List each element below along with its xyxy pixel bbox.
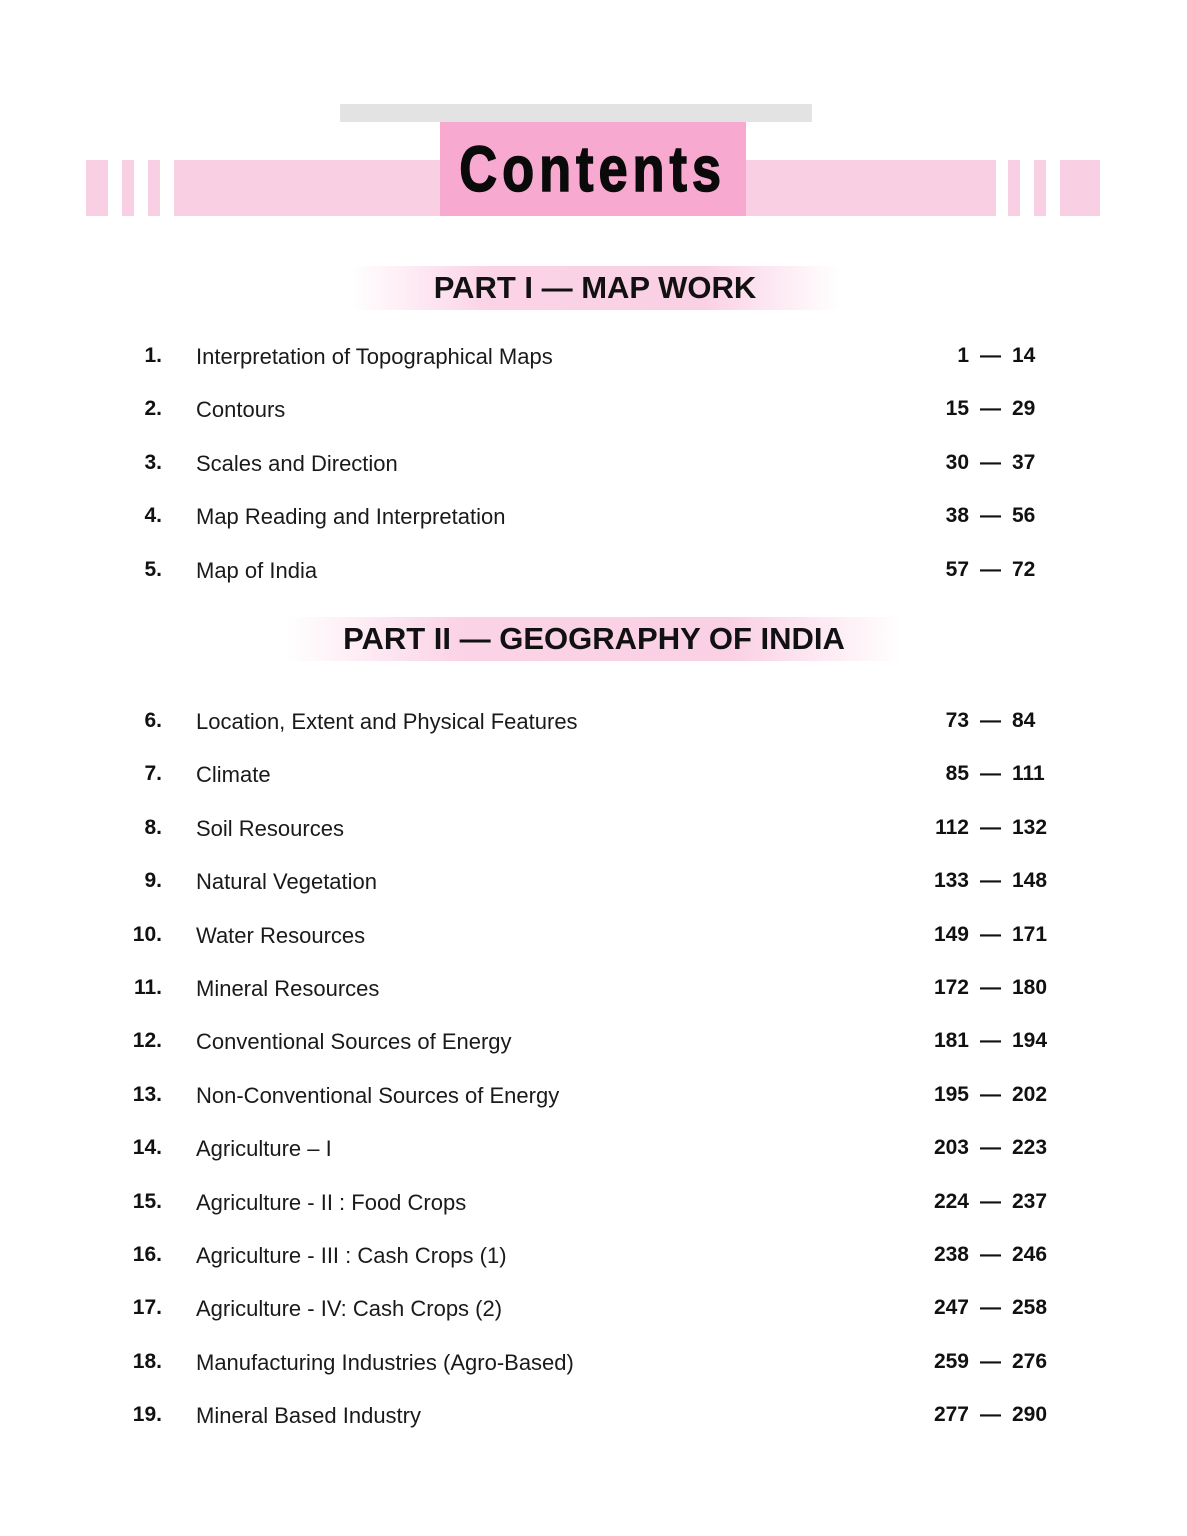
toc-entry	[0, 701, 1187, 741]
page-dash: —	[980, 450, 1001, 474]
entry-number: 2.	[144, 397, 162, 421]
page-end: 29	[1012, 397, 1036, 421]
entry-number: 6.	[144, 709, 162, 732]
page-dash: —	[980, 1082, 1001, 1106]
page-start: 133	[933, 869, 969, 893]
page-start: 15	[945, 397, 969, 421]
entry-title: Mineral Based Industry	[196, 1403, 421, 1429]
toc-entry	[0, 336, 1187, 376]
page-start: 181	[933, 1029, 969, 1053]
page-end: 194	[1012, 1029, 1048, 1053]
entry-number: 7.	[144, 762, 162, 786]
page-dash: —	[980, 1029, 1001, 1053]
part-heading-1	[350, 266, 840, 310]
page-dash: —	[980, 1349, 1001, 1373]
toc-entry	[0, 861, 1187, 901]
page-title: Contents	[459, 133, 727, 205]
page-end: 14	[1012, 344, 1036, 367]
part-heading-text: PART I — MAP WORK	[433, 270, 757, 305]
page-start: 38	[945, 504, 969, 528]
entry-number: 17.	[132, 1296, 162, 1320]
page-end: 290	[1012, 1403, 1048, 1427]
band-stripe	[1008, 160, 1020, 216]
page-start: 247	[933, 1296, 969, 1320]
toc-entry	[0, 1182, 1187, 1222]
band-stripe	[148, 160, 160, 216]
page-dash: —	[980, 1403, 1001, 1427]
entry-number: 18.	[132, 1349, 162, 1373]
page-start: 238	[933, 1243, 969, 1266]
band-stripe	[122, 160, 134, 216]
page-dash: —	[980, 709, 1001, 732]
page-dash: —	[980, 1136, 1001, 1160]
page-dash: —	[980, 815, 1001, 839]
entry-number: 13.	[132, 1082, 162, 1106]
band-stripe	[1034, 160, 1046, 216]
toc-entry	[0, 968, 1187, 1008]
page-dash: —	[980, 344, 1001, 367]
page-end: 111	[1012, 762, 1045, 786]
entry-number: 1.	[144, 344, 162, 367]
toc-entry	[0, 389, 1187, 429]
page-end: 84	[1012, 709, 1036, 732]
page-dash: —	[980, 762, 1001, 786]
page-end: 37	[1012, 450, 1036, 474]
entry-number: 4.	[144, 504, 162, 528]
entry-title: Conventional Sources of Energy	[196, 1029, 512, 1055]
page-start: 85	[945, 762, 969, 786]
entry-title: Map of India	[196, 557, 318, 583]
entry-title: Soil Resources	[196, 815, 344, 841]
page-start: 30	[945, 450, 969, 474]
page-dash: —	[980, 976, 1001, 999]
entry-number: 5.	[144, 557, 162, 581]
entry-title: Agriculture - II : Food Crops	[196, 1189, 467, 1215]
entry-title: Interpretation of Topographical Maps	[196, 344, 553, 369]
toc-entry	[0, 1395, 1187, 1435]
toc-entry	[0, 496, 1187, 536]
page-dash: —	[980, 869, 1001, 893]
page-end: 246	[1012, 1243, 1048, 1266]
entry-number: 12.	[132, 1029, 162, 1053]
page-start: 195	[933, 1082, 969, 1106]
toc-entry	[0, 1288, 1187, 1328]
page-end: 237	[1012, 1189, 1048, 1213]
page-dash: —	[980, 557, 1001, 581]
page-dash: —	[980, 922, 1001, 946]
page-end: 148	[1012, 869, 1048, 893]
entry-title: Location, Extent and Physical Features	[196, 709, 578, 734]
page-dash: —	[980, 504, 1001, 528]
page-start: 172	[933, 976, 969, 999]
page-start: 203	[933, 1136, 969, 1160]
entry-title: Climate	[196, 762, 271, 788]
page-end: 72	[1012, 557, 1036, 581]
entry-title: Manufacturing Industries (Agro-Based)	[196, 1349, 574, 1375]
entry-number: 14.	[132, 1136, 162, 1160]
entry-number: 11.	[133, 976, 162, 999]
entry-title: Natural Vegetation	[196, 869, 378, 895]
toc-entry	[0, 1342, 1187, 1382]
entry-number: 19.	[132, 1403, 162, 1427]
toc-entry	[0, 808, 1187, 848]
entry-title: Mineral Resources	[196, 976, 380, 1001]
page-end: 223	[1012, 1136, 1048, 1160]
contents-title-box	[440, 122, 746, 216]
toc-entry	[0, 443, 1187, 483]
page-end: 56	[1012, 504, 1036, 528]
toc-entry	[0, 1235, 1187, 1275]
page-start: 259	[933, 1349, 969, 1373]
entry-number: 16.	[132, 1243, 162, 1266]
page-start: 73	[945, 709, 969, 732]
page-end: 132	[1012, 815, 1048, 839]
toc-entry	[0, 1021, 1187, 1061]
page-end: 202	[1012, 1082, 1048, 1106]
band-stripe	[1060, 160, 1100, 216]
entry-number: 8.	[144, 815, 162, 839]
page-end: 171	[1012, 922, 1048, 946]
toc-entry	[0, 550, 1187, 590]
page-start: 57	[945, 557, 969, 581]
page-start: 277	[933, 1403, 969, 1427]
page-end: 258	[1012, 1296, 1048, 1320]
entry-title: Map Reading and Interpretation	[196, 504, 506, 530]
page-dash: —	[980, 397, 1001, 421]
header-grey-strip	[340, 104, 812, 122]
entry-title: Scales and Direction	[196, 450, 398, 476]
entry-title: Water Resources	[196, 922, 366, 948]
page-end: 180	[1012, 976, 1048, 999]
entry-number: 15.	[132, 1189, 162, 1213]
page-start: 224	[933, 1189, 969, 1213]
page-start: 112	[935, 815, 969, 839]
page-end: 276	[1012, 1349, 1048, 1373]
toc-entry	[0, 915, 1187, 955]
part-heading-2	[286, 617, 902, 661]
band-stripe	[86, 160, 108, 216]
entry-title: Non-Conventional Sources of Energy	[196, 1082, 560, 1108]
page-dash: —	[980, 1296, 1001, 1320]
page-dash: —	[980, 1189, 1001, 1213]
toc-entry	[0, 1128, 1187, 1168]
entry-title: Agriculture – I	[196, 1136, 332, 1162]
entry-title: Contours	[196, 397, 286, 423]
entry-number: 10.	[132, 922, 162, 946]
page-start: 1	[957, 344, 969, 367]
part-heading-text: PART II — GEOGRAPHY OF INDIA	[343, 621, 845, 656]
toc-entry	[0, 754, 1187, 794]
page-dash: —	[980, 1243, 1001, 1266]
entry-number: 3.	[144, 450, 162, 474]
toc-entry	[0, 1075, 1187, 1115]
entry-title: Agriculture - III : Cash Crops (1)	[196, 1243, 507, 1268]
page-start: 149	[933, 922, 969, 946]
entry-number: 9.	[144, 869, 162, 893]
entry-title: Agriculture - IV: Cash Crops (2)	[196, 1296, 503, 1322]
